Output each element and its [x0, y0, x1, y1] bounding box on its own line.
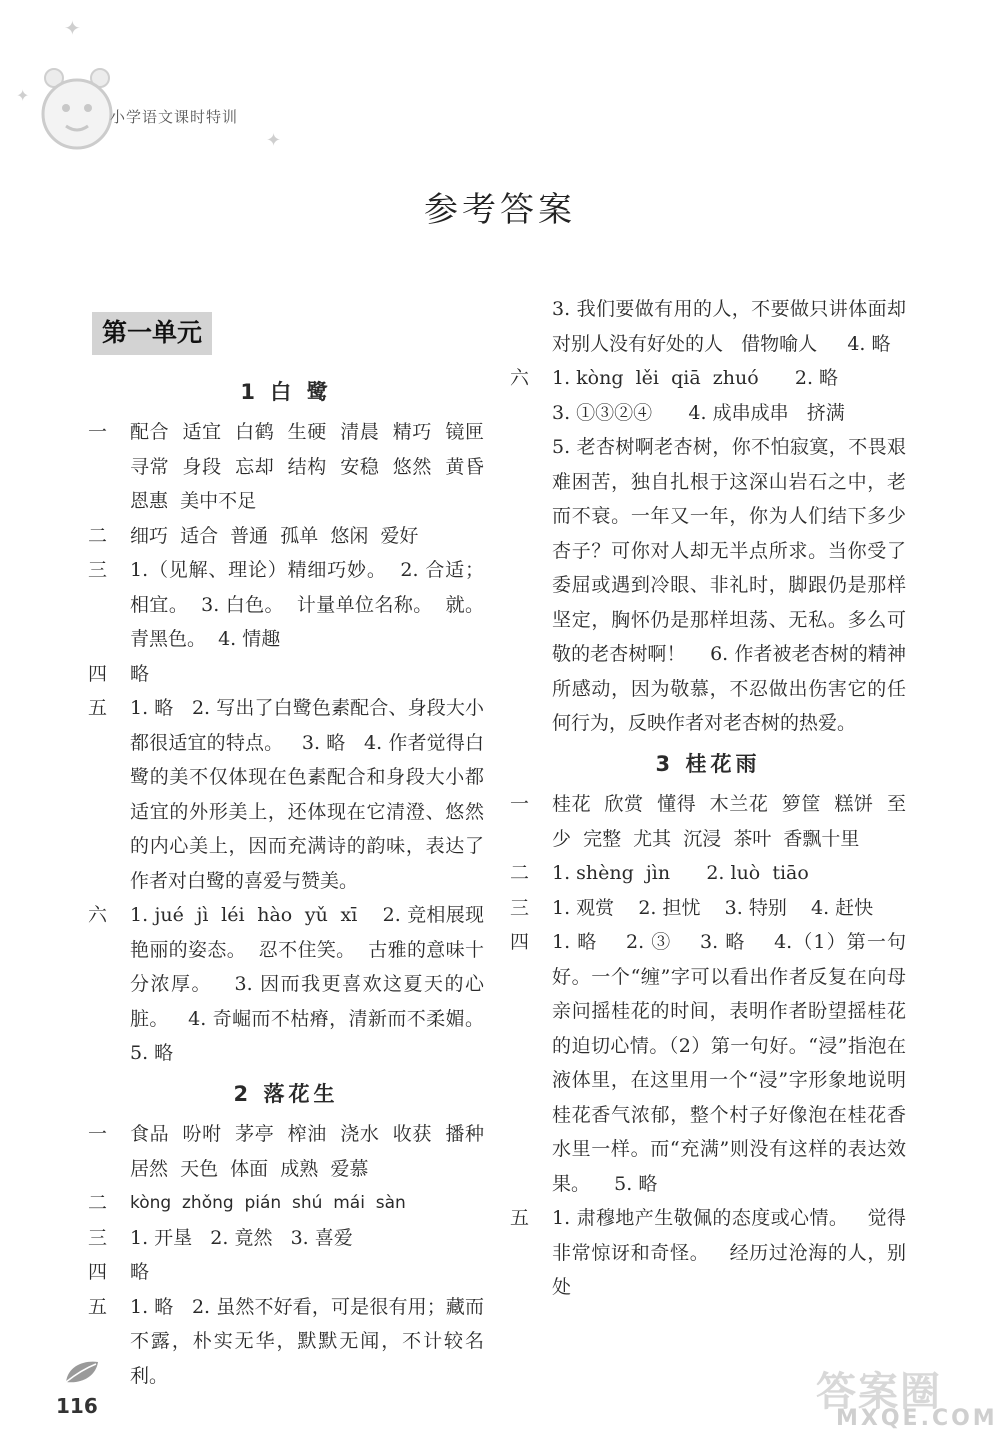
item-number: 一	[88, 421, 108, 443]
item-text: 3. ①③②④ 4. 成串成串 挤满	[552, 401, 845, 424]
item-text: 1. shèng jìn 2. luò tiāo	[552, 862, 809, 884]
item-text: 1. 肃穆地产生敬佩的态度或心情。 觉得非常惊讶和奇怪。 经历过沧海的人，别处	[552, 1207, 906, 1298]
alarm-clock-mascot-icon	[36, 64, 118, 154]
lesson-title: 3 桂花雨	[655, 751, 761, 776]
item-number: 二	[88, 524, 108, 547]
item-number: 六	[510, 367, 530, 389]
answer-item	[88, 898, 503, 1071]
item-text: 1. jué jì léi hào yǔ xī 2. 竞相展现艳丽的姿态。 忍不住笑。 古雅的意味十分浓厚。 3. 因而我更喜欢这夏天的心脏。 4. 奇崛而不枯瘠，清新而不柔媚。 5. 略	[130, 904, 503, 1064]
item-text: 1.（见解、理论）精细巧妙。 2. 合适；相宜。 3. 白色。 计量单位名称。 就。 青黑色。 4. 情趣	[130, 559, 497, 650]
item-number: 五	[88, 697, 108, 719]
item-text: 1. 开垦 2. 竟然 3. 喜爱	[130, 1226, 353, 1249]
item-text: 略	[130, 662, 150, 685]
lesson-title: 2 落花生	[233, 1081, 339, 1106]
left-column	[88, 312, 503, 1393]
unit-heading: 第一单元	[92, 312, 212, 355]
item-number: 二	[510, 862, 530, 884]
page-title: 参考答案	[424, 190, 576, 230]
answer-item	[510, 361, 906, 396]
answer-item	[510, 1201, 906, 1305]
item-number: 二	[88, 1192, 108, 1214]
star-icon: ✦	[64, 16, 81, 40]
answer-item	[510, 787, 906, 856]
answer-item	[88, 1221, 484, 1256]
answer-item	[510, 891, 906, 926]
answer-item	[510, 856, 906, 891]
item-text: 1. 略 2. 写出了白鹭色素配合、身段大小都很适宜的特点。 3. 略 4. 作者觉得白鹭的美不仅体现在色素配合和身段大小都适宜的外形美上，还体现在它清澄、悠然的内心美上，因而充满诗的韵味，表达了作者对白鹭的喜爱与赞美。	[130, 697, 484, 892]
watermark-logo	[816, 1360, 996, 1440]
item-text: 5. 老杏树啊老杏树，你不怕寂寞，不畏艰难困苦，独自扎根于这深山岩石之中，老而不衰。一年又一年，你为人们结下多少杏子？可你对人却无半点所求。当你受了委屈或遇到冷眼、非礼时，脚跟仍是那样坚定，胸怀仍是那样坦荡、无私。多么可敬的老杏树啊！ 6. 作者被老杏树的精神所感动，因为敬慕，不忍做出伤害它的任何行为，反映作者对老杏树的热爱。	[552, 436, 906, 734]
item-number: 一	[510, 793, 530, 815]
item-text: 3. 我们要做有用的人，不要做只讲体面却对别人没有好处的人 借物喻人 4. 略	[552, 298, 906, 355]
item-number: 三	[510, 896, 530, 919]
lesson-title: 1 白 鹭	[240, 379, 332, 404]
item-number: 四	[88, 1261, 108, 1283]
item-number: 三	[88, 1226, 108, 1249]
watermark-url: MXQE.COM	[836, 1406, 998, 1431]
right-column	[510, 292, 906, 1305]
item-text: 桂花 欣赏 懂得 木兰花 箩筐 糕饼 至少 完整 尤其 沉浸 茶叶 香飘十里	[552, 793, 906, 850]
item-number: 五	[510, 1207, 530, 1229]
item-number	[510, 396, 552, 431]
answer-item	[88, 1255, 484, 1290]
answer-item	[88, 657, 484, 692]
item-text: 1. 观赏 2. 担忧 3. 特别 4. 赶快	[552, 896, 874, 919]
item-number	[510, 430, 552, 741]
answer-item	[510, 925, 906, 1201]
answer-item	[510, 430, 906, 741]
answer-item	[510, 292, 906, 361]
item-number: 六	[88, 904, 108, 926]
answer-item	[510, 396, 906, 431]
item-number: 五	[88, 1295, 108, 1318]
page-number: 116	[56, 1394, 98, 1418]
answer-item	[88, 1117, 497, 1186]
book-title: 小学语文课时特训	[110, 108, 239, 126]
item-text: 略	[130, 1261, 150, 1283]
answer-item	[88, 1290, 484, 1394]
item-number: 一	[88, 1123, 108, 1145]
leaf-icon	[62, 1358, 102, 1386]
answer-item	[88, 519, 484, 554]
item-text: kòng zhǒng pián shú mái sàn	[130, 1193, 406, 1213]
item-text: 配合 适宜 白鹤 生硬 清晨 精巧 镜匣 寻常 身段 忘却 结构 安稳 悠然 黄昏 恩惠 美中不足	[130, 421, 497, 512]
item-text: 1. 略 2. ③ 3. 略 4.（1）第一句好。一个“缠”字可以看出作者反复在向母亲问摇桂花的时间，表明作者盼望摇桂花的迫切心情。（2）第一句好。“浸”指泡在液体里，在这里用一个“浸”字形象地说明桂花香气浓郁，整个村子好像泡在桂花香水里一样。而“充满”则没有这样的表达效果。 5. 略	[552, 931, 906, 1195]
item-text: 1. kòng lěi qiā zhuó 2. 略	[552, 367, 839, 389]
item-text: 细巧 适合 普通 孤单 悠闲 爱好	[130, 524, 419, 547]
star-icon: ✦	[16, 86, 30, 105]
answer-item	[88, 553, 497, 657]
answer-item	[88, 415, 497, 519]
star-icon: ✦	[266, 130, 282, 151]
answer-item	[88, 1186, 484, 1221]
item-text: 食品 吩咐 茅亭 榨油 浇水 收获 播种 居然 天色 体面 成熟 爱慕	[130, 1123, 497, 1180]
item-number	[510, 292, 552, 361]
item-number: 三	[88, 559, 108, 581]
watermark-text: 答案圈	[816, 1369, 942, 1415]
item-number: 四	[510, 931, 530, 953]
item-number: 四	[88, 662, 108, 685]
item-text: 1. 略 2. 虽然不好看，可是很有用；藏而不露，朴实无华，默默无闻，不计较名利。	[130, 1295, 484, 1387]
answer-item	[88, 691, 484, 898]
